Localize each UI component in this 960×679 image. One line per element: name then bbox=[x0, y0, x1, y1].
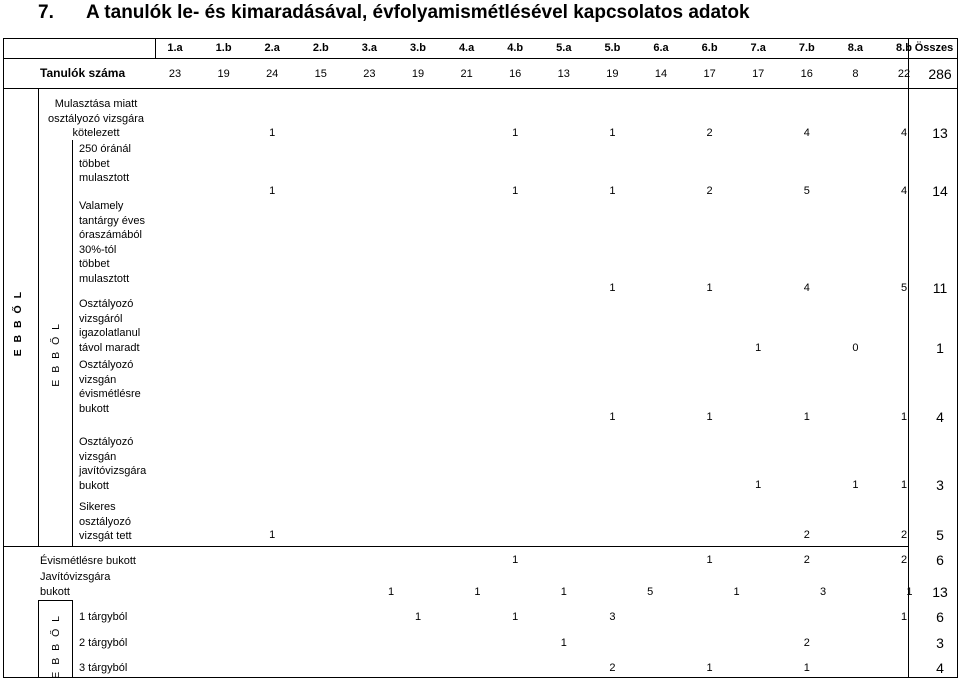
row-total: 4 bbox=[936, 660, 944, 676]
table-cell: 1 bbox=[900, 479, 908, 491]
count-cell: 16 bbox=[509, 68, 522, 80]
table-cell: 2 bbox=[900, 529, 908, 541]
count-cell: 13 bbox=[557, 68, 570, 80]
table-cell: 4 bbox=[900, 127, 908, 139]
table-cell: 2 bbox=[803, 529, 810, 541]
count-cell: 19 bbox=[411, 68, 425, 80]
table-cell: 4 bbox=[803, 282, 810, 294]
title-number: 7. bbox=[38, 2, 54, 23]
table-cell: 5 bbox=[900, 282, 908, 294]
table-cell: 2 bbox=[706, 185, 713, 197]
table-cell: 1 bbox=[803, 662, 810, 674]
table-cell: 3 bbox=[819, 586, 827, 598]
row-total: 11 bbox=[932, 280, 948, 296]
label-targy3: 3 tárgyból bbox=[79, 662, 128, 674]
page-title bbox=[38, 0, 750, 26]
count-cell: 22 bbox=[897, 68, 911, 80]
table-cell: 2 bbox=[900, 554, 908, 566]
count-cell: 17 bbox=[752, 68, 765, 80]
row-total: 13 bbox=[932, 584, 948, 600]
label-evism: Osztályozó vizsgán évismétlésre bukott bbox=[79, 359, 141, 415]
table-cell: 5 bbox=[803, 185, 810, 197]
row-total: 4 bbox=[936, 409, 944, 425]
count-row-label: Tanulók száma bbox=[40, 66, 126, 80]
count-cell: 16 bbox=[800, 68, 813, 80]
column-header: 5.b bbox=[604, 42, 621, 54]
table-cell: 1 bbox=[803, 411, 810, 423]
table-cell: 1 bbox=[609, 127, 616, 139]
row-total: 6 bbox=[936, 552, 944, 568]
table-cell: 1 bbox=[900, 411, 908, 423]
table-cell: 2 bbox=[803, 637, 810, 649]
label-targy1: 1 tárgyból bbox=[79, 611, 128, 623]
count-cell: 24 bbox=[266, 68, 279, 80]
label-valamely: Valamely tantárgy éves óraszámából 30%-tól többet mulasztott bbox=[79, 200, 146, 285]
row-total: 14 bbox=[932, 183, 948, 199]
column-header: 8.a bbox=[847, 42, 864, 54]
table-cell: 2 bbox=[706, 127, 713, 139]
column-header: 8.b bbox=[896, 42, 912, 54]
table-cell: 1 bbox=[609, 282, 616, 294]
table-cell: 0 bbox=[852, 342, 859, 354]
column-header: 3.a bbox=[361, 42, 378, 54]
table-cell: 1 bbox=[269, 185, 276, 197]
table-cell: 1 bbox=[512, 611, 519, 623]
table-cell: 2 bbox=[803, 554, 810, 566]
table-cell: 1 bbox=[900, 611, 908, 623]
count-cell: 19 bbox=[217, 68, 230, 80]
table-cell: 5 bbox=[647, 586, 654, 598]
table-cell: 1 bbox=[755, 479, 762, 491]
bottom-ebbol-right bbox=[72, 600, 73, 678]
column-header: 7.a bbox=[750, 42, 766, 54]
column-header: 5.a bbox=[556, 42, 572, 54]
table-cell: 2 bbox=[609, 662, 616, 674]
label-evism-total: Évismétlésre bukott bbox=[40, 555, 136, 567]
column-header: 2.a bbox=[264, 42, 280, 54]
table-cell: 1 bbox=[560, 637, 567, 649]
table-cell: 1 bbox=[387, 586, 395, 598]
count-cell: 8 bbox=[852, 68, 859, 80]
count-total: 286 bbox=[928, 66, 952, 82]
row-total: 3 bbox=[936, 477, 944, 493]
title-text: A tanulók le- és kimaradásával, évfolyamismétlésével kapcsolatos adatok bbox=[86, 2, 750, 23]
label-javito-total: Javítóvizsgára bukott bbox=[40, 571, 111, 598]
table-cell: 1 bbox=[733, 586, 740, 598]
table-cell: 1 bbox=[414, 611, 422, 623]
table-cell: 4 bbox=[900, 185, 908, 197]
table-cell: 1 bbox=[512, 127, 519, 139]
table-cell: 4 bbox=[803, 127, 810, 139]
table-cell: 1 bbox=[852, 479, 859, 491]
table-cell: 1 bbox=[706, 282, 713, 294]
ebbol-bottom-label: E B B Ő L bbox=[50, 614, 62, 679]
table-cell: 1 bbox=[269, 529, 276, 541]
row-total: 3 bbox=[936, 635, 944, 651]
table-cell: 1 bbox=[269, 127, 276, 139]
column-header: 4.b bbox=[507, 42, 524, 54]
label-sikeres: Sikeres osztályozó vizsgát tett bbox=[79, 501, 132, 542]
count-cell: 17 bbox=[703, 68, 716, 80]
column-header: 7.b bbox=[798, 42, 815, 54]
column-header: 3.b bbox=[410, 42, 426, 54]
outer-ebbol-divider bbox=[38, 88, 39, 546]
ebbol-outer-label: E B B Ő L bbox=[12, 290, 24, 357]
column-header: 1.b bbox=[215, 42, 232, 54]
column-header: 6.a bbox=[653, 42, 669, 54]
table-cell: 1 bbox=[706, 662, 713, 674]
table-cell: 3 bbox=[609, 611, 616, 623]
table-cell: 1 bbox=[755, 342, 762, 354]
count-cell: 14 bbox=[654, 68, 668, 80]
bottom-ebbol-top bbox=[38, 600, 72, 601]
table-cell: 1 bbox=[512, 185, 519, 197]
count-cell: 23 bbox=[363, 68, 376, 80]
row-total: 13 bbox=[932, 125, 948, 141]
table-cell: 1 bbox=[906, 586, 913, 598]
label-ora250: 250 óránál többet mulasztott bbox=[79, 143, 131, 184]
column-header: 2.b bbox=[312, 42, 329, 54]
count-cell: 21 bbox=[460, 68, 473, 80]
table-cell: 1 bbox=[512, 554, 519, 566]
table-cell: 1 bbox=[706, 554, 713, 566]
column-header: 6.b bbox=[701, 42, 718, 54]
table-cell: 1 bbox=[474, 586, 481, 598]
count-divider bbox=[3, 88, 958, 89]
row-total: 1 bbox=[936, 340, 944, 356]
header-divider bbox=[3, 58, 958, 59]
row-total: 6 bbox=[936, 609, 944, 625]
label-mulasztas: Mulasztása miatt osztályozó vizsgára kötelezett bbox=[48, 98, 144, 139]
table-cell: 1 bbox=[609, 411, 616, 423]
label-tavol: Osztályozó vizsgáról igazolatlanul távol maradt bbox=[79, 298, 141, 354]
count-cell: 19 bbox=[606, 68, 619, 80]
table-cell: 1 bbox=[609, 185, 616, 197]
count-cell: 15 bbox=[314, 68, 327, 80]
total-header: Összes bbox=[914, 42, 954, 54]
label-javito: Osztályozó vizsgán javítóvizsgára bukott bbox=[79, 436, 147, 492]
bottom-ebbol-left bbox=[38, 600, 39, 678]
label-targy2: 2 tárgyból bbox=[79, 637, 128, 649]
table-cell: 1 bbox=[560, 586, 567, 598]
outer-ebbol-bottom bbox=[3, 546, 908, 547]
count-cell: 23 bbox=[168, 68, 182, 80]
table-cell: 1 bbox=[706, 411, 713, 423]
ebbol-inner-label: E B B Ő L bbox=[50, 322, 62, 387]
inner-ebbol-divider bbox=[72, 140, 73, 546]
row-total: 5 bbox=[936, 527, 944, 543]
column-header: 1.a bbox=[167, 42, 183, 54]
column-header: 4.a bbox=[458, 42, 475, 54]
